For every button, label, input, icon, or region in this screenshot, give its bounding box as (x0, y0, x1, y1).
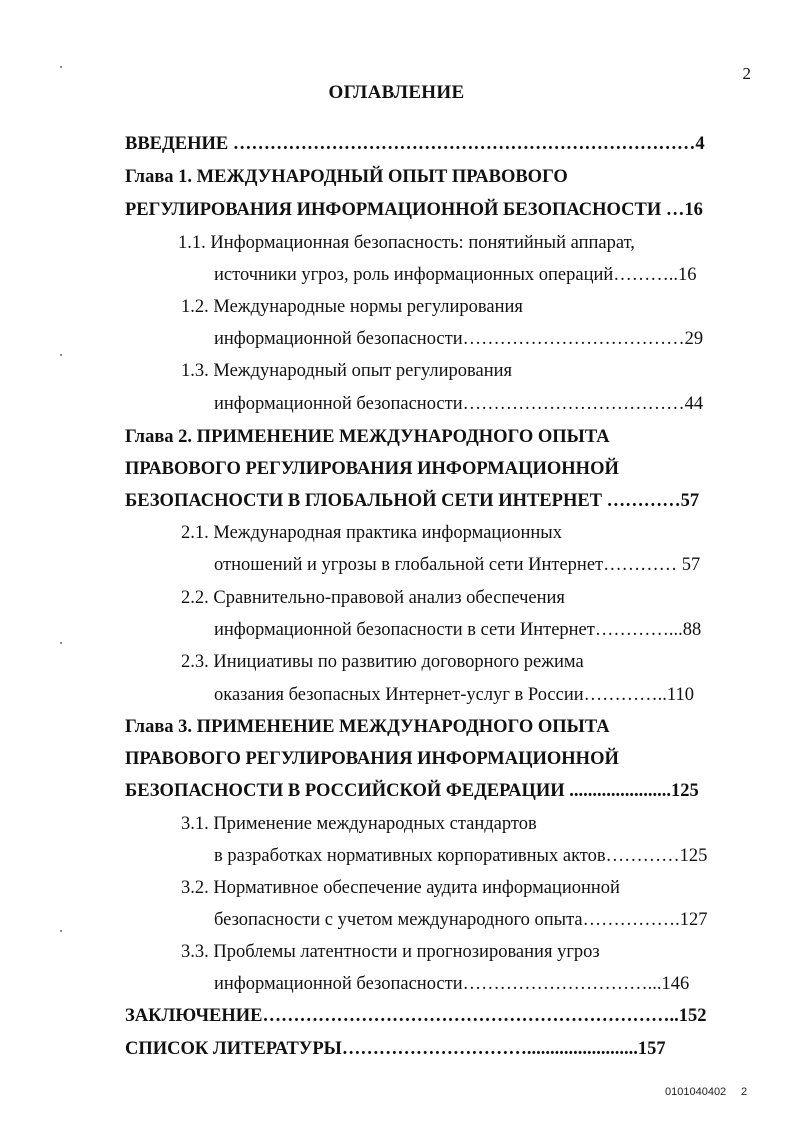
toc-chapter1-line1: Глава 1. МЕЖДУНАРОДНЫЙ ОПЫТ ПРАВОВОГО (125, 167, 568, 187)
toc-references: СПИСОК ЛИТЕРАТУРЫ…………………………........................157 (125, 1039, 666, 1059)
toc-section-1-2-line1: 1.2. Международные нормы регулирования (181, 297, 523, 317)
toc-section-1-3-line1: 1.3. Международный опыт регулирования (181, 361, 513, 381)
toc-section-3-1-line2: в разработках нормативных корпоративных актов…………125 (214, 846, 708, 866)
toc-section-2-3-line2: оказания безопасных Интернет-услуг в России…………..110 (214, 685, 694, 705)
toc-section-1-1-line1: 1.1. Информационная безопасность: понятийный аппарат, (178, 233, 635, 253)
scan-speck (60, 354, 62, 356)
toc-chapter3-line2: ПРАВОВОГО РЕГУЛИРОВАНИЯ ИНФОРМАЦИОННОЙ (125, 749, 619, 769)
toc-chapter3-line3: БЕЗОПАСНОСТИ В РОССИЙСКОЙ ФЕДЕРАЦИИ ......................125 (125, 781, 699, 801)
page-number: 2 (742, 64, 751, 83)
scan-speck (60, 642, 62, 644)
toc-title: ОГЛАВЛЕНИЕ (328, 82, 465, 103)
toc-chapter2-line1: Глава 2. ПРИМЕНЕНИЕ МЕЖДУНАРОДНОГО ОПЫТА (125, 427, 610, 447)
toc-section-3-1-line1: 3.1. Применение международных стандартов (181, 814, 537, 834)
scan-speck (60, 66, 62, 68)
toc-section-1-3-line2: информационной безопасности………………………………44 (214, 394, 704, 414)
toc-intro: ВВЕДЕНИЕ …………………………………………………………………4 (125, 134, 705, 154)
toc-section-2-1-line2: отношений и угрозы в глобальной сети Интернет………… 57 (214, 555, 701, 575)
toc-section-3-2-line1: 3.2. Нормативное обеспечение аудита информационной (181, 878, 620, 898)
toc-chapter1-line2: РЕГУЛИРОВАНИЯ ИНФОРМАЦИОННОЙ БЕЗОПАСНОСТИ …16 (125, 200, 703, 220)
scan-speck (60, 930, 62, 932)
toc-section-2-1-line1: 2.1. Международная практика информационных (181, 523, 562, 543)
toc-section-2-2-line1: 2.2. Сравнительно-правовой анализ обеспечения (181, 588, 565, 608)
toc-section-3-3-line1: 3.3. Проблемы латентности и прогнозирования угроз (181, 942, 600, 962)
toc-chapter3-line1: Глава 3. ПРИМЕНЕНИЕ МЕЖДУНАРОДНОГО ОПЫТА (125, 717, 610, 737)
footer-page-number: 2 (741, 1086, 748, 1098)
toc-section-1-2-line2: информационной безопасности………………………………29 (214, 329, 704, 349)
toc-chapter2-line2: ПРАВОВОГО РЕГУЛИРОВАНИЯ ИНФОРМАЦИОННОЙ (125, 459, 619, 479)
toc-section-3-2-line2: безопасности с учетом международного опыта…………….127 (214, 910, 708, 930)
toc-section-1-1-line2: источники угроз, роль информационных операций………..16 (214, 265, 697, 285)
toc-chapter2-line3: БЕЗОПАСНОСТИ В ГЛОБАЛЬНОЙ СЕТИ ИНТЕРНЕТ …………57 (125, 491, 700, 511)
footer-code: 0101040402 (665, 1086, 727, 1098)
toc-conclusion: ЗАКЛЮЧЕНИЕ…………………………………………………………..152 (125, 1006, 707, 1026)
toc-section-3-3-line2: информационной безопасности…………………………...146 (214, 974, 690, 994)
toc-section-2-3-line1: 2.3. Инициативы по развитию договорного режима (181, 652, 584, 672)
toc-section-2-2-line2: информационной безопасности в сети Интернет…………...88 (214, 620, 702, 640)
